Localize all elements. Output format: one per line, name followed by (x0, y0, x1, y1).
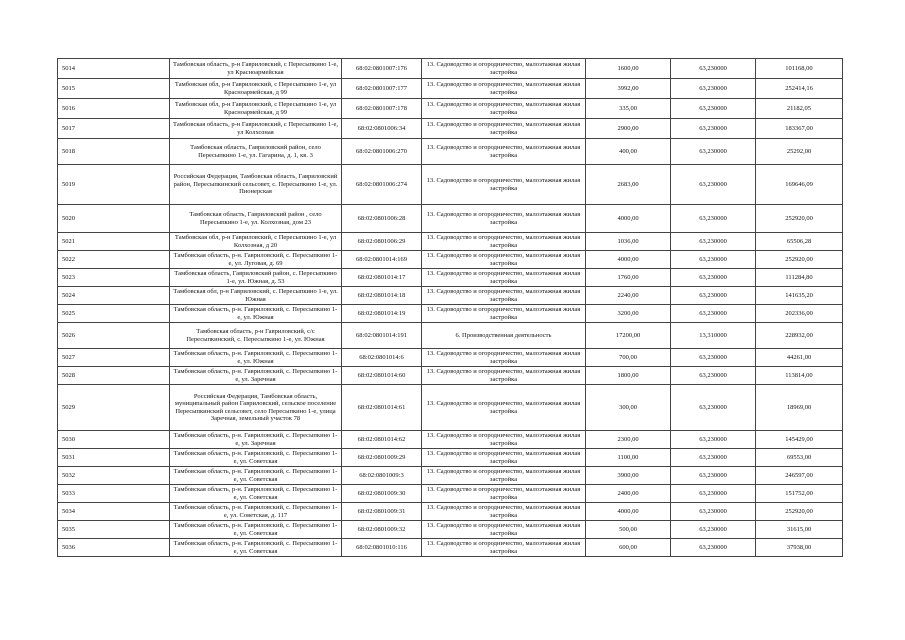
cadastral-value-cell: 202336,00 (756, 305, 843, 323)
area-cell: 4000,00 (586, 251, 671, 269)
cadastral-number-cell: 68:02:0801006:270 (342, 139, 422, 165)
cadastral-number-cell: 68:02:0801009:32 (342, 521, 422, 539)
table-row (58, 79, 843, 99)
area-cell: 700,00 (586, 349, 671, 367)
row-number: 5036 (58, 539, 170, 557)
table-row (58, 367, 843, 385)
land-use-cell: 13. Садоводство и огородничество, малоэтажная жилая застройка (422, 367, 586, 385)
specific-value-cell: 63,230000 (671, 521, 756, 539)
address-cell: Тамбовская обл, р-н Гавриловский, с. Пересыпкино 1-е, ул. Южная (170, 287, 342, 305)
area-cell: 500,00 (586, 521, 671, 539)
land-use-cell: 13. Садоводство и огородничество, малоэтажная жилая застройка (422, 251, 586, 269)
address-cell: Тамбовская область, р-н. Гавриловский, с. Пересыпкино 1-е, ул. Советская (170, 521, 342, 539)
address-cell: Тамбовская область, р-н. Гавриловский, с. Пересыпкино 1-е, ул. Южная (170, 349, 342, 367)
row-number: 5027 (58, 349, 170, 367)
specific-value-cell: 63,230000 (671, 349, 756, 367)
table-row (58, 205, 843, 233)
row-number: 5030 (58, 431, 170, 449)
cadastral-value-cell: 31615,00 (756, 521, 843, 539)
address-cell: Тамбовская обл, р-н Гавриловский, с Пересыпкино 1-е, ул Красноармейская, д 99 (170, 99, 342, 119)
cadastral-number-cell: 68:02:0801009:29 (342, 449, 422, 467)
area-cell: 3900,00 (586, 467, 671, 485)
specific-value-cell: 63,230000 (671, 139, 756, 165)
cadastral-number-cell: 68:02:0801007:177 (342, 79, 422, 99)
address-cell: Тамбовская область, Гавриловский район, село Пересыпкино 1-е, ул. Гагарина, д. 1, кв. 3 (170, 139, 342, 165)
address-cell: Тамбовская область, р-н Гавриловский, с Пересыпкино 1-е, ул Красноармейская (170, 59, 342, 79)
land-use-cell: 13. Садоводство и огородничество, малоэтажная жилая застройка (422, 287, 586, 305)
cadastral-number-cell: 68:02:0801014:191 (342, 323, 422, 349)
row-number: 5016 (58, 99, 170, 119)
row-number: 5025 (58, 305, 170, 323)
table-row (58, 99, 843, 119)
specific-value-cell: 63,230000 (671, 485, 756, 503)
table-row (58, 269, 843, 287)
cadastral-number-cell: 68:02:0801014:18 (342, 287, 422, 305)
cadastral-number-cell: 68:02:0801014:17 (342, 269, 422, 287)
address-cell: Тамбовская обл, р-н Гавриловский, с Пересыпкино 1-е, ул Красноармейская, д 99 (170, 79, 342, 99)
land-plots-table (57, 58, 843, 557)
table-row (58, 287, 843, 305)
row-number: 5031 (58, 449, 170, 467)
area-cell: 2683,00 (586, 165, 671, 205)
cadastral-value-cell: 18969,00 (756, 385, 843, 431)
cadastral-number-cell: 68:02:0801009:30 (342, 485, 422, 503)
table-row (58, 503, 843, 521)
cadastral-value-cell: 113814,00 (756, 367, 843, 385)
row-number: 5033 (58, 485, 170, 503)
row-number: 5022 (58, 251, 170, 269)
specific-value-cell: 63,230000 (671, 287, 756, 305)
land-use-cell: 13. Садоводство и огородничество, малоэтажная жилая застройка (422, 467, 586, 485)
area-cell: 4000,00 (586, 205, 671, 233)
area-cell: 2240,00 (586, 287, 671, 305)
cadastral-number-cell: 68:02:0801006:34 (342, 119, 422, 139)
table-row (58, 305, 843, 323)
cadastral-value-cell: 252920,00 (756, 251, 843, 269)
specific-value-cell: 13,310000 (671, 323, 756, 349)
row-number: 5032 (58, 467, 170, 485)
land-use-cell: 13. Садоводство и огородничество, малоэтажная жилая застройка (422, 79, 586, 99)
specific-value-cell: 63,230000 (671, 79, 756, 99)
cadastral-number-cell: 68:02:0801006:28 (342, 205, 422, 233)
table-row (58, 349, 843, 367)
cadastral-number-cell: 68:02:0801014:62 (342, 431, 422, 449)
cadastral-number-cell: 68:02:0801009:31 (342, 503, 422, 521)
land-use-cell: 6. Производственная деятельность (422, 323, 586, 349)
land-use-cell: 13. Садоводство и огородничество, малоэтажная жилая застройка (422, 99, 586, 119)
address-cell: Тамбовская область, р-н Гавриловский, с/с Пересыпкинский, с. Пересыпкино 1-е, ул. Южная (170, 323, 342, 349)
area-cell: 1600,00 (586, 59, 671, 79)
cadastral-number-cell: 68:02:0801009:3 (342, 467, 422, 485)
address-cell: Тамбовская обл, р-н Гавриловский, с Пересыпкино 1-е, ул Колхозная, д 20 (170, 233, 342, 251)
cadastral-number-cell: 68:02:0801007:178 (342, 99, 422, 119)
table-row (58, 431, 843, 449)
land-use-cell: 13. Садоводство и огородничество, малоэтажная жилая застройка (422, 521, 586, 539)
address-cell: Тамбовская область, р-н Гавриловский, с Пересыпкино 1-е, ул Колхозная (170, 119, 342, 139)
land-use-cell: 13. Садоводство и огородничество, малоэтажная жилая застройка (422, 205, 586, 233)
specific-value-cell: 63,230000 (671, 99, 756, 119)
row-number: 5029 (58, 385, 170, 431)
cadastral-number-cell: 68:02:0801014:19 (342, 305, 422, 323)
specific-value-cell: 63,230000 (671, 539, 756, 557)
land-use-cell: 13. Садоводство и огородничество, малоэтажная жилая застройка (422, 349, 586, 367)
land-use-cell: 13. Садоводство и огородничество, малоэтажная жилая застройка (422, 305, 586, 323)
cadastral-value-cell: 25292,00 (756, 139, 843, 165)
area-cell: 1800,00 (586, 367, 671, 385)
address-cell: Тамбовская область, р-н. Гавриловский, с. Пересыпкино 1-е, ул. Советская (170, 539, 342, 557)
table-row (58, 323, 843, 349)
area-cell: 1036,00 (586, 233, 671, 251)
area-cell: 17200,00 (586, 323, 671, 349)
specific-value-cell: 63,230000 (671, 305, 756, 323)
land-use-cell: 13. Садоводство и огородничество, малоэтажная жилая застройка (422, 269, 586, 287)
row-number: 5021 (58, 233, 170, 251)
specific-value-cell: 63,230000 (671, 503, 756, 521)
cadastral-value-cell: 65506,28 (756, 233, 843, 251)
specific-value-cell: 63,230000 (671, 205, 756, 233)
table-row (58, 385, 843, 431)
area-cell: 1760,00 (586, 269, 671, 287)
table-row (58, 165, 843, 205)
address-cell: Тамбовская область, р-н. Гавриловский, с. Пересыпкино 1-е, ул. Луговая, д. 69 (170, 251, 342, 269)
table-row (58, 251, 843, 269)
cadastral-number-cell: 68:02:0801014:6 (342, 349, 422, 367)
cadastral-value-cell: 246597,00 (756, 467, 843, 485)
cadastral-number-cell: 68:02:0801007:176 (342, 59, 422, 79)
cadastral-value-cell: 37938,00 (756, 539, 843, 557)
specific-value-cell: 63,230000 (671, 165, 756, 205)
table-row (58, 59, 843, 79)
table-row (58, 521, 843, 539)
specific-value-cell: 63,230000 (671, 119, 756, 139)
address-cell: Российская Федерация, Тамбовская область, муниципальный район Гавриловский, сельское поселение Пересыпкинский сельсовет, село Пересыпкино 1-е, улица Заречная, земельный участок 78 (170, 385, 342, 431)
cadastral-number-cell: 68:02:0801006:274 (342, 165, 422, 205)
row-number: 5023 (58, 269, 170, 287)
area-cell: 1100,00 (586, 449, 671, 467)
row-number: 5024 (58, 287, 170, 305)
table-body (58, 59, 843, 557)
specific-value-cell: 63,230000 (671, 367, 756, 385)
area-cell: 600,00 (586, 539, 671, 557)
table-row (58, 139, 843, 165)
area-cell: 400,00 (586, 139, 671, 165)
specific-value-cell: 63,230000 (671, 431, 756, 449)
land-use-cell: 13. Садоводство и огородничество, малоэтажная жилая застройка (422, 233, 586, 251)
area-cell: 4000,00 (586, 503, 671, 521)
table-row (58, 539, 843, 557)
cadastral-value-cell: 169646,09 (756, 165, 843, 205)
cadastral-value-cell: 141635,20 (756, 287, 843, 305)
land-use-cell: 13. Садоводство и огородничество, малоэтажная жилая застройка (422, 119, 586, 139)
land-use-cell: 13. Садоводство и огородничество, малоэтажная жилая застройка (422, 385, 586, 431)
cadastral-value-cell: 151752,00 (756, 485, 843, 503)
cadastral-number-cell: 68:02:0801006:29 (342, 233, 422, 251)
cadastral-value-cell: 145429,00 (756, 431, 843, 449)
area-cell: 2900,00 (586, 119, 671, 139)
specific-value-cell: 63,230000 (671, 59, 756, 79)
specific-value-cell: 63,230000 (671, 233, 756, 251)
land-use-cell: 13. Садоводство и огородничество, малоэтажная жилая застройка (422, 165, 586, 205)
cadastral-value-cell: 252920,00 (756, 503, 843, 521)
cadastral-value-cell: 21182,05 (756, 99, 843, 119)
cadastral-number-cell: 68:02:0801014:169 (342, 251, 422, 269)
row-number: 5017 (58, 119, 170, 139)
cadastral-value-cell: 252414,16 (756, 79, 843, 99)
cadastral-value-cell: 44261,00 (756, 349, 843, 367)
cadastral-value-cell: 183367,00 (756, 119, 843, 139)
area-cell: 2300,00 (586, 431, 671, 449)
row-number: 5026 (58, 323, 170, 349)
cadastral-number-cell: 68:02:0801014:61 (342, 385, 422, 431)
row-number: 5034 (58, 503, 170, 521)
cadastral-value-cell: 111284,80 (756, 269, 843, 287)
specific-value-cell: 63,230000 (671, 269, 756, 287)
specific-value-cell: 63,230000 (671, 449, 756, 467)
cadastral-number-cell: 68:02:0801014:60 (342, 367, 422, 385)
row-number: 5035 (58, 521, 170, 539)
row-number: 5020 (58, 205, 170, 233)
specific-value-cell: 63,230000 (671, 251, 756, 269)
table-row (58, 119, 843, 139)
row-number: 5028 (58, 367, 170, 385)
address-cell: Тамбовская область, р-н. Гавриловский, с. Пересыпкино 1-е, ул. Заречная (170, 431, 342, 449)
table-row (58, 467, 843, 485)
address-cell: Тамбовская область, р-н. Гавриловский, с. Пересыпкино 1-е, ул. Советская (170, 485, 342, 503)
cadastral-number-cell: 68:02:0801010:116 (342, 539, 422, 557)
address-cell: Тамбовская область, Гавриловский район , село Пересыпкино 1-е, ул. Колхозная, дом 23 (170, 205, 342, 233)
address-cell: Российская Федерация, Тамбовская область, Гавриловский район, Пересыпкинский сельсовет, с. Пересыпкино 1-е, ул. Пионерская (170, 165, 342, 205)
area-cell: 300,00 (586, 385, 671, 431)
cadastral-value-cell: 228932,00 (756, 323, 843, 349)
specific-value-cell: 63,230000 (671, 467, 756, 485)
row-number: 5014 (58, 59, 170, 79)
address-cell: Тамбовская область, р-н. Гавриловский, с. Пересыпкино 1-е, ул. Советская (170, 449, 342, 467)
cadastral-value-cell: 252920,00 (756, 205, 843, 233)
row-number: 5015 (58, 79, 170, 99)
land-use-cell: 13. Садоводство и огородничество, малоэтажная жилая застройка (422, 431, 586, 449)
address-cell: Тамбовская область, р-н. Гавриловский, с. Пересыпкино 1-е, ул. Советская (170, 467, 342, 485)
address-cell: Тамбовская область, р-н. Гавриловский, с. Пересыпкино 1-е, ул. Заречная (170, 367, 342, 385)
area-cell: 2400,00 (586, 485, 671, 503)
table-row (58, 449, 843, 467)
land-use-cell: 13. Садоводство и огородничество, малоэтажная жилая застройка (422, 485, 586, 503)
row-number: 5018 (58, 139, 170, 165)
land-use-cell: 13. Садоводство и огородничество, малоэтажная жилая застройка (422, 139, 586, 165)
area-cell: 3200,00 (586, 305, 671, 323)
land-use-cell: 13. Садоводство и огородничество, малоэтажная жилая застройка (422, 503, 586, 521)
address-cell: Тамбовская область, Гавриловский район, с. Пересыпкино 1-е, ул. Южная, д. 53 (170, 269, 342, 287)
cadastral-value-cell: 101168,00 (756, 59, 843, 79)
row-number: 5019 (58, 165, 170, 205)
address-cell: Тамбовская область, р-н. Гавриловский, с. Пересыпкино 1-е, ул. Южная (170, 305, 342, 323)
land-use-cell: 13. Садоводство и огородничество, малоэтажная жилая застройка (422, 449, 586, 467)
address-cell: Тамбовская область, р-н. Гавриловский, с. Пересыпкино 1-е, ул. Советская, д. 117 (170, 503, 342, 521)
cadastral-value-cell: 69553,00 (756, 449, 843, 467)
table-row (58, 485, 843, 503)
land-use-cell: 13. Садоводство и огородничество, малоэтажная жилая застройка (422, 539, 586, 557)
table-row (58, 233, 843, 251)
land-use-cell: 13. Садоводство и огородничество, малоэтажная жилая застройка (422, 59, 586, 79)
specific-value-cell: 63,230000 (671, 385, 756, 431)
area-cell: 335,00 (586, 99, 671, 119)
area-cell: 3992,00 (586, 79, 671, 99)
